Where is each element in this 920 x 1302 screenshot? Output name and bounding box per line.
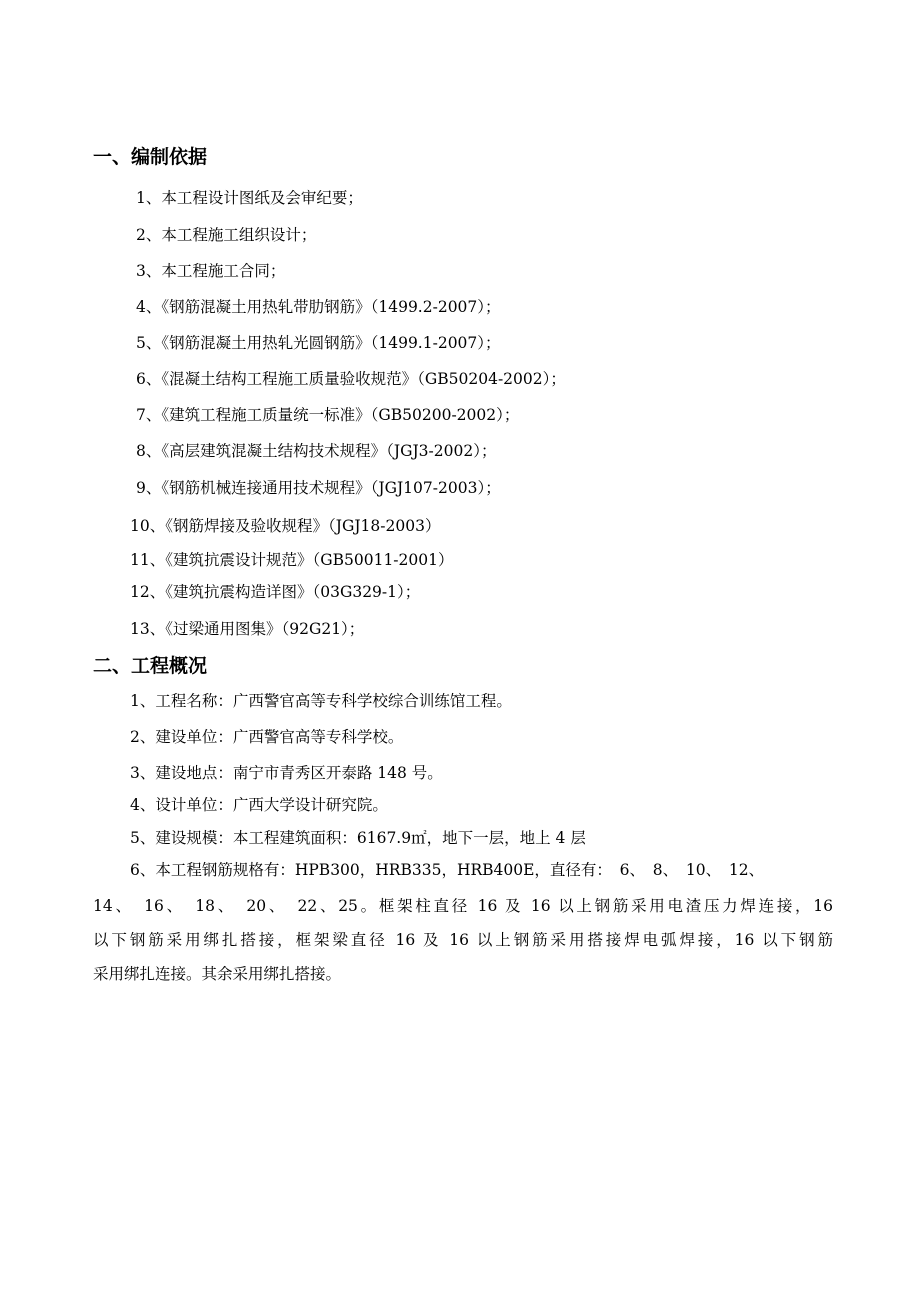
basis-item-12: 12、《建筑抗震构造详图》（03G329-1）； bbox=[130, 583, 421, 601]
overview-item-3: 3、建设地点：南宁市青秀区开泰路 148 号。 bbox=[130, 764, 443, 782]
basis-item-2: 2、本工程施工组织设计； bbox=[136, 226, 317, 244]
overview-paragraph-line-4: 采用绑扎连接。其余采用绑扎搭接。 bbox=[93, 965, 342, 983]
basis-item-8: 8、《高层建筑混凝土结构技术规程》（JGJ3-2002）； bbox=[136, 442, 497, 460]
basis-item-11: 11、《建筑抗震设计规范》（GB50011-2001） bbox=[130, 551, 454, 569]
basis-item-5: 5、《钢筋混凝土用热轧光圆钢筋》（1499.1-2007）； bbox=[136, 334, 501, 352]
overview-paragraph-line-1: 6、本工程钢筋规格有：HPB300，HRB335，HRB400E，直径有： 6、 8、 10、 12、 bbox=[130, 861, 765, 879]
overview-item-5: 5、建设规模：本工程建筑面积：6167.9㎡，地下一层，地上 4 层 bbox=[130, 829, 586, 847]
basis-item-4: 4、《钢筋混凝土用热轧带肋钢筋》（1499.2-2007）； bbox=[136, 298, 501, 316]
basis-item-10: 10、《钢筋焊接及验收规程》（JGJ18-2003） bbox=[130, 517, 441, 535]
basis-item-13: 13、《过梁通用图集》（92G21）； bbox=[130, 620, 365, 638]
basis-item-1: 1、本工程设计图纸及会审纪要； bbox=[136, 189, 363, 207]
overview-paragraph-line-3: 以下钢筋采用绑扎搭接，框架梁直径 16 及 16 以上钢筋采用搭接焊电弧焊接，16 以下钢筋 bbox=[93, 931, 833, 949]
section-heading-overview: 二、工程概况 bbox=[93, 655, 208, 677]
overview-item-4: 4、设计单位：广西大学设计研究院。 bbox=[130, 796, 388, 814]
overview-paragraph-line-2: 14、 16、 18、 20、 22、25。框架柱直径 16 及 16 以上钢筋采用电渣压力焊连接，16 bbox=[93, 897, 833, 915]
basis-item-6: 6、《混凝土结构工程施工质量验收规范》（GB50204-2002）； bbox=[136, 370, 566, 388]
section-heading-basis: 一、编制依据 bbox=[93, 146, 208, 168]
overview-item-1: 1、工程名称：广西警官高等专科学校综合训练馆工程。 bbox=[130, 692, 512, 710]
basis-item-9: 9、《钢筋机械连接通用技术规程》（JGJ107-2003）； bbox=[136, 479, 501, 497]
basis-item-7: 7、《建筑工程施工质量统一标准》（GB50200-2002）； bbox=[136, 406, 520, 424]
basis-item-3: 3、本工程施工合同； bbox=[136, 262, 286, 280]
overview-item-2: 2、建设单位：广西警官高等专科学校。 bbox=[130, 728, 404, 746]
